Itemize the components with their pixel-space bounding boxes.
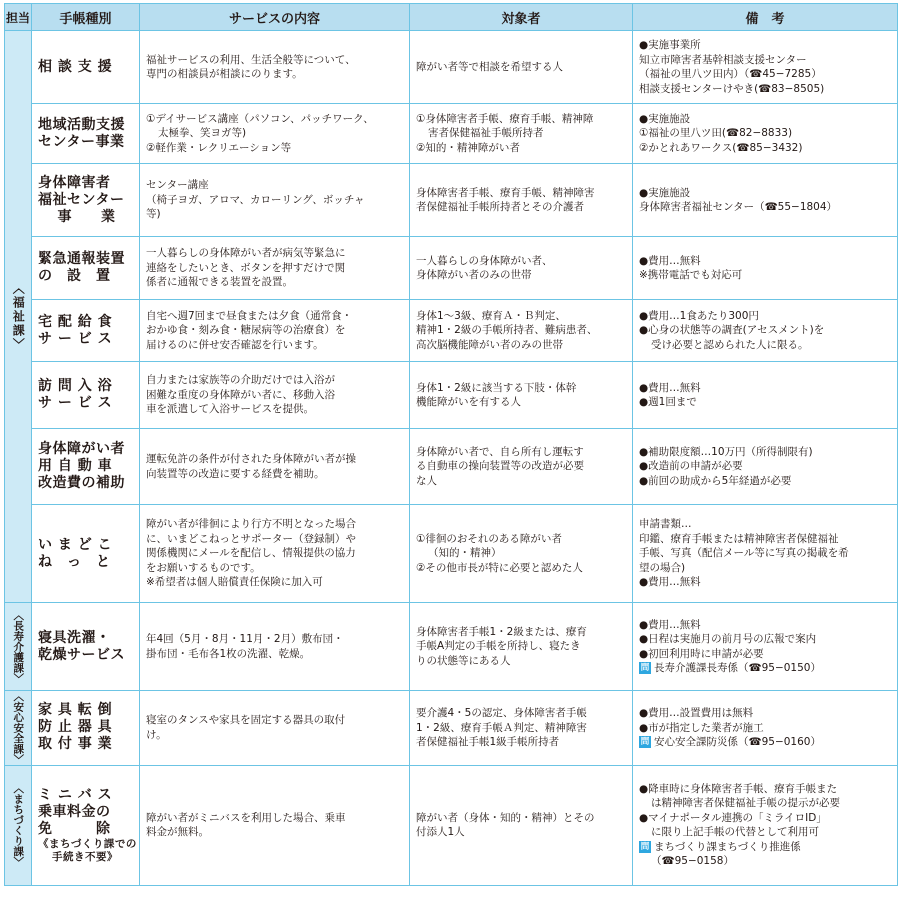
service-content: 福祉サービスの利用、生活全般等について、 専門の相談員が相談にのります。	[140, 31, 410, 104]
service-name: い ま ど こ ね っ と	[32, 505, 140, 603]
table-row	[5, 603, 898, 691]
service-target: 障がい者（身体・知的・精神）とその 付添人1人	[410, 765, 633, 885]
dept-cell-choju	[5, 603, 32, 691]
header-service: サービスの内容	[140, 4, 410, 31]
service-content: 寝室のタンスや家具を固定する器具の取付 け。	[140, 691, 410, 766]
service-content: 自力または家族等の介助だけでは入浴が 困難な重度の身体障がい者に、移動入浴 車を派遣して入浴サービスを提供。	[140, 362, 410, 429]
inquiry-icon: 問	[640, 663, 650, 673]
service-notes: ●実施施設 ①福祉の里八ツ田(☎82−8833) ②かとれあワークス(☎85−3432)	[633, 104, 898, 164]
service-name: 寝具洗濯・ 乾燥サービス	[32, 603, 140, 691]
dept-cell-anshin	[5, 691, 32, 766]
service-content: 障がい者がミニバスを利用した場合、乗車 料金が無料。	[140, 765, 410, 885]
service-notes: ●費用…1食あたり300円 ●心身の状態等の調査(アセスメント)を 受け必要と認められた人に限る。	[633, 300, 898, 362]
service-name: 宅 配 給 食 サ ー ビ ス	[32, 300, 140, 362]
service-target: 身体1・2級に該当する下肢・体幹 機能障がいを有する人	[410, 362, 633, 429]
service-content: 年4回（5月・8月・11月・2月）敷布団・ 掛布団・毛布各1枚の洗濯、乾燥。	[140, 603, 410, 691]
service-table	[4, 3, 898, 886]
service-content: ①デイサービス講座（パソコン、パッチワーク、 太極拳、笑ヨガ等) ②軽作業・レクリエーション等	[140, 104, 410, 164]
header-responsible: 担当	[5, 4, 32, 31]
service-name: 相 談 支 援	[32, 31, 140, 104]
table-row	[5, 505, 898, 603]
inquiry-icon: 問	[640, 841, 650, 852]
service-notes: ●費用…設置費用は無料 ●市が指定した業者が施工 問 安心安全課防災係（☎95−0160）	[633, 691, 898, 766]
service-target: 障がい者等で相談を希望する人	[410, 31, 633, 104]
service-notes: ●実施施設 身体障害者福祉センター（☎55−1804）	[633, 164, 898, 237]
dept-anshin: 〈安心安全課〉	[12, 691, 25, 765]
service-notes: ●実施事業所 知立市障害者基幹相談支援センター （福祉の里八ツ田内）（☎45−7285） 相談支援センターけやき(☎83−8505)	[633, 31, 898, 104]
service-target: 身体障害者手帳1・2級または、療育 手帳A判定の手帳を所持し、寝たき りの状態等にある人	[410, 603, 633, 691]
table-row	[5, 237, 898, 300]
table-row	[5, 31, 898, 104]
inquiry-icon: 問	[640, 737, 650, 747]
service-target: ①徘徊のおそれのある障がい者 （知的・精神） ②その他市長が特に必要と認めた人	[410, 505, 633, 603]
table-row	[5, 362, 898, 429]
service-notes: 申請書類… 印鑑、療育手帳または精神障害者保健福祉 手帳、写真（配信メール等に写真の掲載を希 望の場合) ●費用…無料	[633, 505, 898, 603]
dept-machi: 〈まちづくり課〉	[12, 783, 25, 867]
header-target: 対象者	[410, 4, 633, 31]
service-target: 身体障がい者で、自ら所有し運転す る自動車の操向装置等の改造が必要 な人	[410, 429, 633, 505]
service-name: 身体障がい者 用 自 動 車 改造費の補助	[32, 429, 140, 505]
dept-choju: 〈長寿介護課〉	[12, 609, 25, 684]
service-target: ①身体障害者手帳、療育手帳、精神障 害者保健福祉手帳所持者 ②知的・精神障がい者	[410, 104, 633, 164]
service-name: 緊急通報装置 の 設 置	[32, 237, 140, 300]
service-content: センター講座 （椅子ヨガ、アロマ、カローリング、ボッチャ 等)	[140, 164, 410, 237]
table-row	[5, 300, 898, 362]
table-header-row	[5, 4, 898, 31]
dept-cell-fukushi	[5, 31, 32, 603]
service-name: 地域活動支援 センター事業	[32, 104, 140, 164]
service-content: 障がい者が徘徊により行方不明となった場合 に、いまどこねっとサポーター（登録制）や 関係機関にメールを配信し、情報提供の協力 をお願いするものです。 ※希望者は個人賠償責任保険に加入可	[140, 505, 410, 603]
service-notes: ●費用…無料 ●週1回まで	[633, 362, 898, 429]
service-content: 一人暮らしの身体障がい者が病気等緊急に 連絡をしたいとき、ボタンを押すだけで関 係者に通報できる装置を設置。	[140, 237, 410, 300]
table-row	[5, 104, 898, 164]
service-name: 訪 問 入 浴 サ ー ビ ス	[32, 362, 140, 429]
service-notes: ●補助限度額…10万円（所得制限有) ●改造前の申請が必要 ●前回の助成から5年経過が必要	[633, 429, 898, 505]
service-notes: ●費用…無料 ※携帯電話でも対応可	[633, 237, 898, 300]
service-target: 要介護4・5の認定、身体障害者手帳 1・2級、療育手帳Ａ判定、精神障害 者保健福祉手帳1級手帳所持者	[410, 691, 633, 766]
service-name: 身体障害者 福祉センター 事 業	[32, 164, 140, 237]
table-row	[5, 691, 898, 766]
service-target: 一人暮らしの身体障がい者、 身体障がい者のみの世帯	[410, 237, 633, 300]
service-notes: ●降車時に身体障害者手帳、療育手帳また は精神障害者保健福祉手帳の提示が必要 ●マイナポータル連携の「ミライロID」 に限り上記手帳の代替として利用可 問 まちづくり課まちづくり推進係 （☎95−0158）	[633, 765, 898, 885]
service-target: 身体障害者手帳、療育手帳、精神障害 者保健福祉手帳所持者とその介護者	[410, 164, 633, 237]
service-name: 家 具 転 倒 防 止 器 具 取 付 事 業	[32, 691, 140, 766]
service-content: 自宅へ週7回まで昼食または夕食（通常食・ おかゆ食・刻み食・糖尿病等の治療食）を 届けるのに併せ安否確認を行います。	[140, 300, 410, 362]
service-name: ミ ニ バ ス 乗車料金の 免 除 《まちづくり課での 手続き不要》	[32, 765, 140, 885]
dept-cell-machi	[5, 765, 32, 885]
service-notes: ●費用…無料 ●日程は実施月の前月号の広報で案内 ●初回利用時に申請が必要 問 長寿介護課長寿係（☎95−0150）	[633, 603, 898, 691]
dept-fukushi: 〈福祉課〉	[11, 281, 26, 352]
table-row	[5, 164, 898, 237]
service-content: 運転免許の条件が付された身体障がい者が操 向装置等の改造に要する経費を補助。	[140, 429, 410, 505]
table-row	[5, 765, 898, 885]
header-category: 手帳種別	[32, 4, 140, 31]
service-target: 身体1〜3級、療育Ａ・Ｂ判定、 精神1・2級の手帳所持者、難病患者、 高次脳機能障がい者のみの世帯	[410, 300, 633, 362]
header-notes: 備 考	[633, 4, 898, 31]
table-row	[5, 429, 898, 505]
